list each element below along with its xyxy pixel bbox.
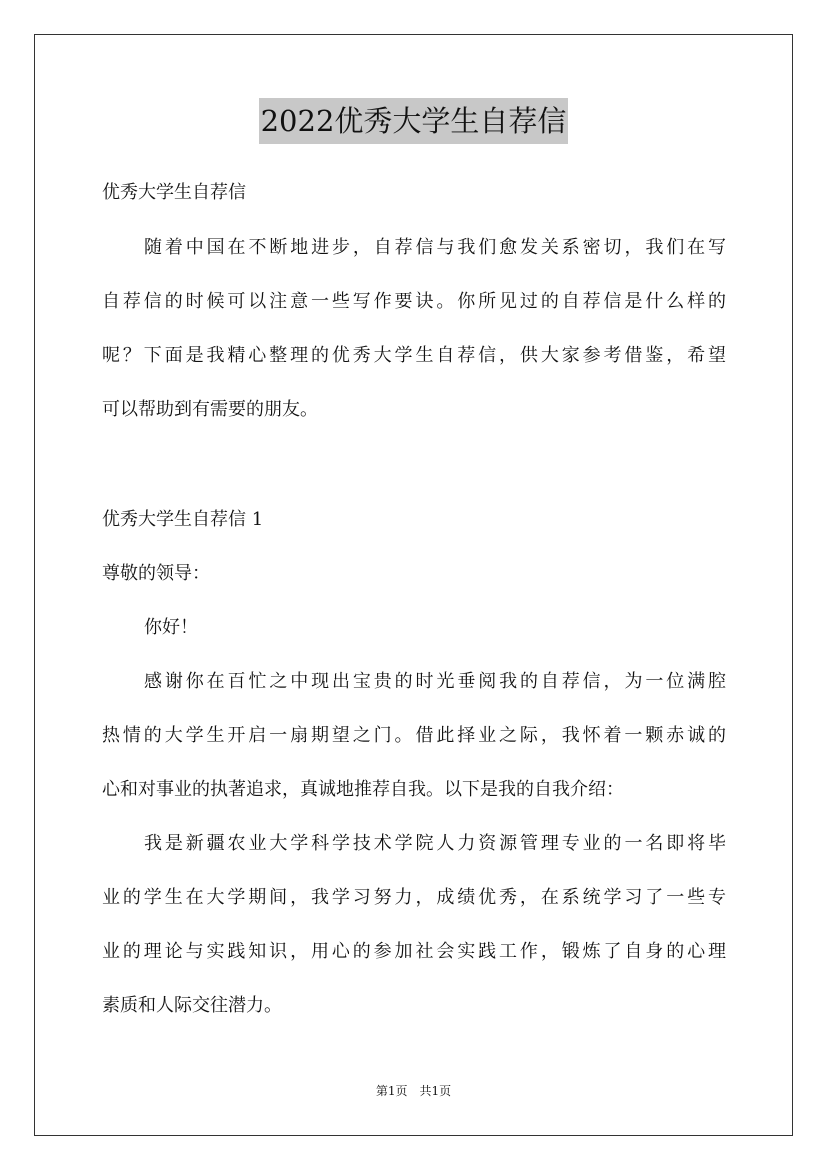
body-line: 心和对事业的执著追求，真诚地推荐自我。以下是我的自我介绍： [102, 779, 624, 800]
greeting: 你好！ [144, 617, 198, 638]
body-line: 业的学生在大学期间，我学习努力，成绩优秀，在系统学习了一些专 [102, 887, 726, 908]
body-line: 呢？下面是我精心整理的优秀大学生自荐信，供大家参考借鉴，希望 [102, 345, 726, 366]
title-container [0, 98, 827, 144]
section-heading: 优秀大学生自荐信 1 [102, 509, 264, 530]
body-line: 感谢你在百忙之中现出宝贵的时光垂阅我的自荐信，为一位满腔 [144, 671, 726, 692]
body-line: 热情的大学生开启一扇期望之门。借此择业之际，我怀着一颗赤诚的 [102, 725, 726, 746]
subtitle-line: 优秀大学生自荐信 [102, 182, 246, 203]
page-footer: 第1页 共1页 [375, 1084, 452, 1098]
salutation: 尊敬的领导： [102, 563, 210, 584]
body-line: 自荐信的时候可以注意一些写作要诀。你所见过的自荐信是什么样的 [102, 291, 726, 312]
body-line: 可以帮助到有需要的朋友。 [102, 399, 318, 420]
body-line: 业的理论与实践知识，用心的参加社会实践工作，锻炼了自身的心理 [102, 941, 726, 962]
body-line: 素质和人际交往潜力。 [102, 995, 282, 1016]
document-title: 2022优秀大学生自荐信 [259, 98, 569, 144]
body-line: 随着中国在不断地进步，自荐信与我们愈发关系密切，我们在写 [144, 237, 726, 258]
body-line: 我是新疆农业大学科学技术学院人力资源管理专业的一名即将毕 [144, 833, 726, 854]
